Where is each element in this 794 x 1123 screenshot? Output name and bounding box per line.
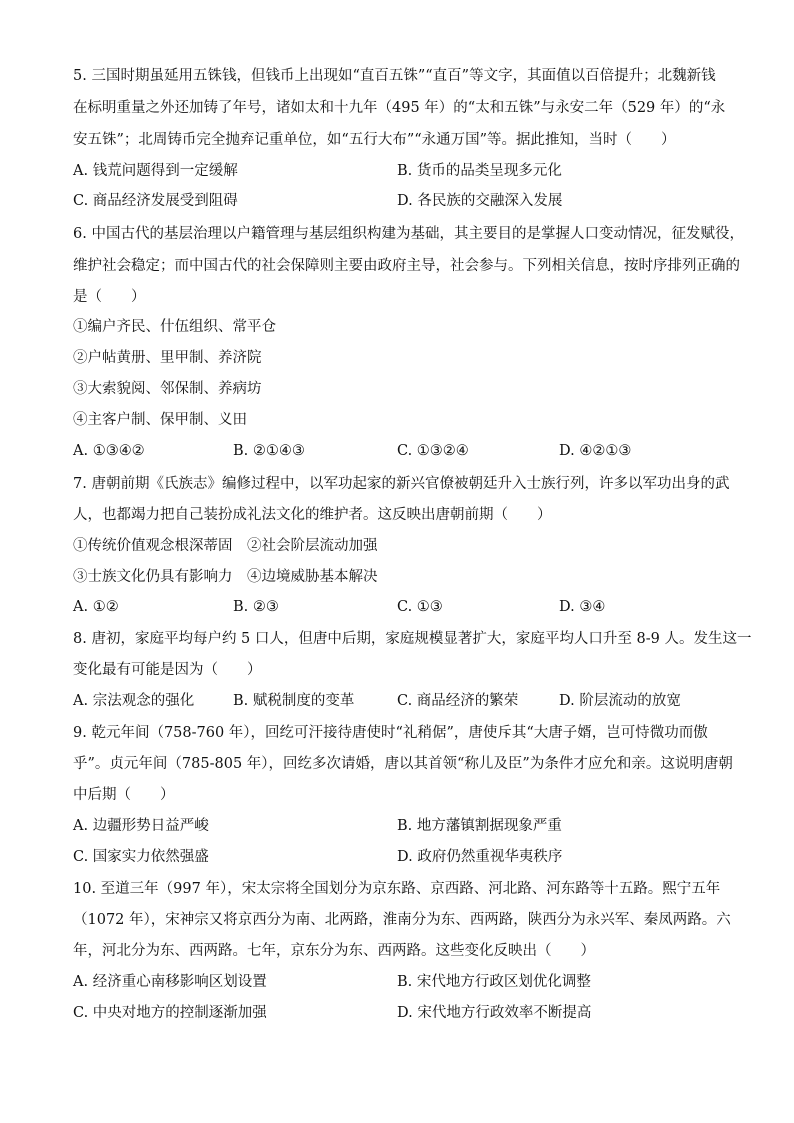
q8-option-d: D. 阶层流动的放宽 [559,693,681,709]
q9-line-1: 9. 乾元年间（758-760 年），回纥可汗接待唐使时“礼稍倨”，唐使斥其“大唐子婿，岂可恃微功而傲 [73,725,708,741]
q8-option-b: B. 赋税制度的变革 [233,693,355,709]
q6-item-1: ①编户齐民、什伍组织、常平仓 [73,319,276,335]
q10-line-2: （1072 年），宋神宗又将京西分为南、北两路，淮南分为东、西两路，陕西分为永兴军、秦凤两路。六 [73,912,731,928]
q9-option-a: A. 边疆形势日益严峻 [73,818,209,834]
q10-line-3: 年，河北分为东、西两路。七年，京东分为东、西两路。这些变化反映出（ ） [73,943,595,959]
q9-line-3: 中后期（ ） [73,787,175,803]
q6-line-2: 维护社会稳定；而中国古代的社会保障则主要由政府主导，社会参与。下列相关信息，按时序排列正确的 [73,258,740,274]
q5-line-1: 5. 三国时期虽延用五铢钱，但钱币上出现如“直百五铢”“直百”等文字，其面值以百倍提升；北魏新钱 [73,68,716,84]
q6-option-d: D. ④②①③ [559,443,632,459]
q7-option-d: D. ③④ [559,599,606,615]
q5-option-a: A. 钱荒问题得到一定缓解 [73,163,238,179]
q9-option-b: B. 地方藩镇割据现象严重 [397,818,562,834]
q10-option-a: A. 经济重心南移影响区划设置 [73,974,267,990]
q8-line-2: 变化最有可能是因为（ ） [73,662,262,678]
q10-option-c: C. 中央对地方的控制逐渐加强 [73,1005,267,1021]
q8-line-1: 8. 唐初，家庭平均每户约 5 口人，但唐中后期，家庭规模显著扩大，家庭平均人口升至 8-9 人。发生这一 [73,631,752,647]
q10-option-d: D. 宋代地方行政效率不断提高 [397,1005,592,1021]
q7-option-c: C. ①③ [397,599,443,615]
q9-option-d: D. 政府仍然重视华夷秩序 [397,849,563,865]
q5-line-3: 安五铢”；北周铸币完全抛弃记重单位，如“五行大布”“永通万国”等。据此推知，当时（ ） [73,132,676,148]
q7-option-a: A. ①② [73,599,119,615]
q6-item-3: ③大索貌阅、邻保制、养病坊 [73,381,262,397]
q6-option-a: A. ①③④② [73,443,145,459]
q8-option-c: C. 商品经济的繁荣 [397,693,519,709]
q6-option-b: B. ②①④③ [233,443,305,459]
q5-option-b: B. 货币的品类呈现多元化 [397,163,562,179]
q6-line-1: 6. 中国古代的基层治理以户籍管理与基层组织构建为基础，其主要目的是掌握人口变动情况，征发赋役， [73,226,744,242]
q5-option-d: D. 各民族的交融深入发展 [397,193,563,209]
q7-item-1: ①传统价值观念根深蒂固 ②社会阶层流动加强 [73,538,378,554]
q7-option-b: B. ②③ [233,599,279,615]
q6-item-2: ②户帖黄册、里甲制、养济院 [73,350,262,366]
q5-line-2: 在标明重量之外还加铸了年号，诸如太和十九年（495 年）的“太和五铢”与永安二年（529 年）的“永 [73,100,726,116]
q6-option-c: C. ①③②④ [397,443,469,459]
q9-line-2: 乎”。贞元年间（785-805 年），回纥多次请婚，唐以其首领“称儿及臣”为条件才应允和亲。这说明唐朝 [73,756,733,772]
q6-item-4: ④主客户制、保甲制、义田 [73,412,247,428]
q8-option-a: A. 宗法观念的强化 [73,693,195,709]
q7-item-2: ③士族文化仍具有影响力 ④边境威胁基本解决 [73,569,378,585]
q5-option-c: C. 商品经济发展受到阻碍 [73,193,238,209]
q9-option-c: C. 国家实力依然强盛 [73,849,209,865]
q7-line-2: 人，也都竭力把自己装扮成礼法文化的维护者。这反映出唐朝前期（ ） [73,507,552,523]
q7-line-1: 7. 唐朝前期《氏族志》编修过程中，以军功起家的新兴官僚被朝廷升入士族行列，许多以军功出身的武 [73,476,730,492]
q6-line-3: 是（ ） [73,289,146,305]
q10-line-1: 10. 至道三年（997 年），宋太宗将全国划分为京东路、京西路、河北路、河东路等十五路。熙宁五年 [73,881,721,897]
q10-option-b: B. 宋代地方行政区划优化调整 [397,974,591,990]
